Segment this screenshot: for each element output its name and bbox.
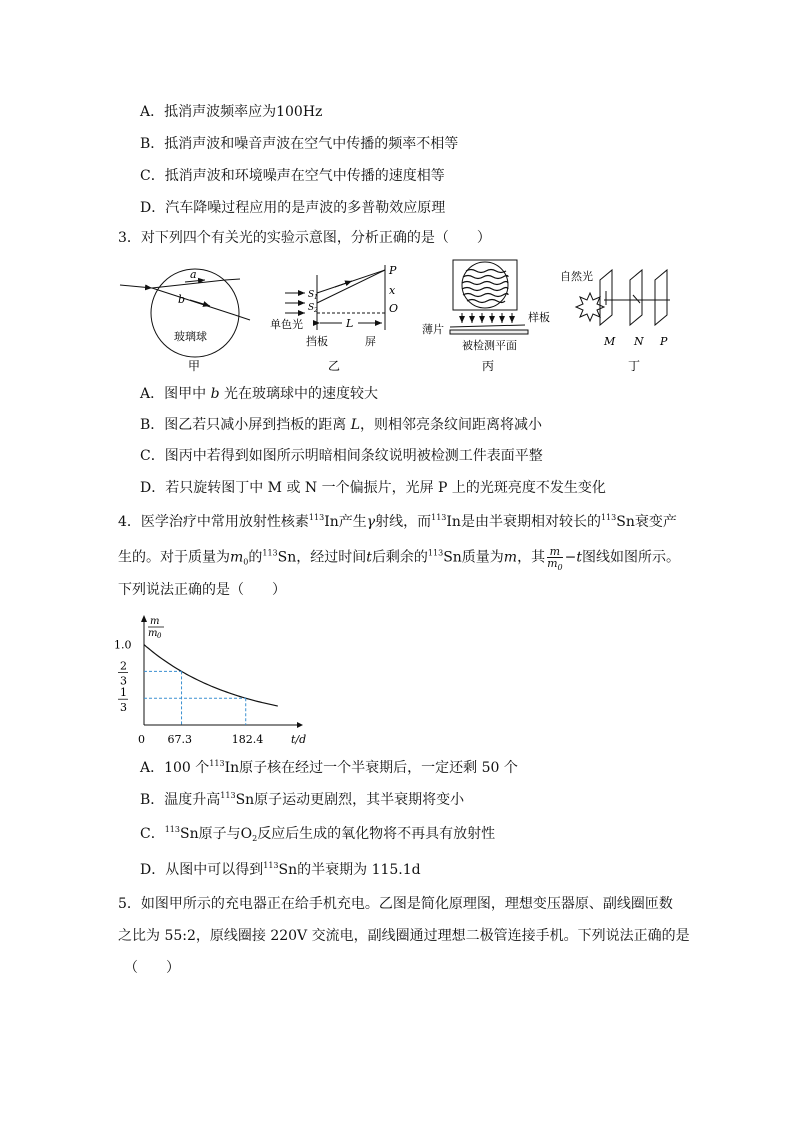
- yi-p: P: [389, 264, 397, 277]
- y-label-denominator-sub: 0: [157, 632, 162, 640]
- fig-ding: [560, 269, 670, 373]
- origin-label: 0: [138, 733, 145, 746]
- y-label-numerator: m: [150, 616, 160, 627]
- q5-stem-line2: 之比为 55:2，原线圈接 220V 交流电，副线圈通过理想二极管连接手机。下列说法正确的是: [118, 928, 690, 944]
- y-tick-denominator: 3: [120, 674, 127, 688]
- bing-surface: 被检测平面: [462, 339, 517, 352]
- ding-n: N: [634, 335, 644, 348]
- ding-caption: 丁: [628, 359, 641, 373]
- y-label-denominator: m: [148, 628, 158, 639]
- yi-screen: 屏: [365, 335, 376, 348]
- q3-option-b: B．图乙若只减小屏到挡板的距离 L，则相邻亮条纹间距离将减小: [140, 417, 543, 433]
- jia-label: 玻璃球: [174, 330, 207, 343]
- yi-caption: 乙: [328, 359, 341, 373]
- yi-s2-sub: 2: [314, 307, 318, 314]
- q3-option-d: D．若只旋转图丁中 M 或 N 一个偏振片，光屏 P 上的光斑亮度不发生变化: [140, 480, 606, 496]
- yi-light: 单色光: [270, 318, 303, 331]
- q4-option-d: D．从图中可以得到$^{113}$Sn的半衰期为 115.1d: [140, 861, 421, 878]
- q3-stem: 3．对下列四个有关光的实验示意图，分析正确的是（ ）: [118, 230, 491, 246]
- q4-stem-line2: 生的。对于质量为$m_0$的$^{113}$Sn，经过时间t后剩余的$^{113}$Sn质量为m，其 $\frac{m}{m_0}$ −t图线如图所示。: [118, 545, 680, 572]
- bing-sample: 样板: [528, 311, 550, 324]
- fig-yi: [270, 264, 398, 373]
- yi-o: O: [389, 302, 399, 315]
- decay-chart: [112, 612, 312, 750]
- y-tick-denominator: 3: [120, 701, 127, 715]
- q4-stem-line3: 下列说法正确的是（ ）: [118, 582, 286, 598]
- bing-film: 薄片: [422, 323, 444, 336]
- yi-s1: S: [308, 290, 315, 300]
- y-tick-numerator: 2: [120, 659, 127, 673]
- q4-option-b: B．温度升高$^{113}$Sn原子运动更剧烈，其半衰期将变小: [140, 791, 465, 808]
- q4-option-a: A．100 个$^{113}$In原子核在经过一个半衰期后，一定还剩 50 个: [140, 759, 518, 776]
- jia-caption: 甲: [188, 359, 201, 373]
- fig-jia: [120, 268, 250, 373]
- x-tick-label: 67.3: [167, 733, 193, 746]
- q3-option-a: A．图甲中 b 光在玻璃球中的速度较大: [140, 386, 378, 402]
- ding-light: 自然光: [560, 270, 593, 283]
- ding-p: P: [660, 335, 668, 348]
- q5-stem-line3: （ ）: [124, 960, 180, 976]
- jia-ray-a: a: [190, 268, 197, 281]
- y-tick-numerator: 1: [120, 686, 127, 700]
- ding-m: M: [604, 335, 616, 348]
- q5-stem-line1: 5．如图甲所示的充电器正在给手机充电。乙图是简化原理图，理想变压器原、副线圈匝数: [118, 896, 673, 912]
- yi-s2: S: [308, 303, 315, 313]
- q4-fraction: $\frac{m}{m_0}$: [547, 545, 563, 572]
- q2-option-a: A．抵消声波频率应为100Hz: [140, 104, 323, 120]
- yi-barrier: 挡板: [306, 335, 328, 348]
- q4-option-c: C．$^{113}$Sn原子与$O_2$反应后生成的氧化物将不再具有放射性: [140, 825, 496, 843]
- fig-bing: [422, 260, 550, 373]
- q4-stem-line1: 4．医学治疗中常用放射性核素$^{113}$In产生γ射线，而$^{113}$In是由半衰期相对较长的$^{113}$Sn衰变产: [118, 513, 677, 530]
- yi-l: L: [346, 317, 354, 330]
- jia-ray-b: b: [178, 293, 186, 306]
- decay-curve: [144, 645, 278, 707]
- y-tick-label: 1.0: [114, 638, 132, 652]
- q2-option-b: B．抵消声波和噪音声波在空气中传播的频率不相等: [140, 136, 459, 152]
- q2-option-d: D．汽车降噪过程应用的是声波的多普勒效应原理: [140, 200, 446, 216]
- q2-option-c: C．抵消声波和环境噪声在空气中传播的速度相等: [140, 168, 445, 184]
- q3-option-c: C．图丙中若得到如图所示明暗相间条纹说明被检测工件表面平整: [140, 448, 543, 464]
- x-tick-label: 182.4: [231, 733, 264, 746]
- x-axis-arrow: [297, 722, 303, 728]
- y-axis-arrow: [141, 615, 147, 622]
- x-axis-label: t/d: [291, 733, 307, 746]
- bing-caption: 丙: [482, 359, 495, 373]
- yi-x: x: [389, 284, 396, 297]
- q3-figures: [110, 255, 710, 380]
- yi-s1-sub: 1: [314, 294, 318, 301]
